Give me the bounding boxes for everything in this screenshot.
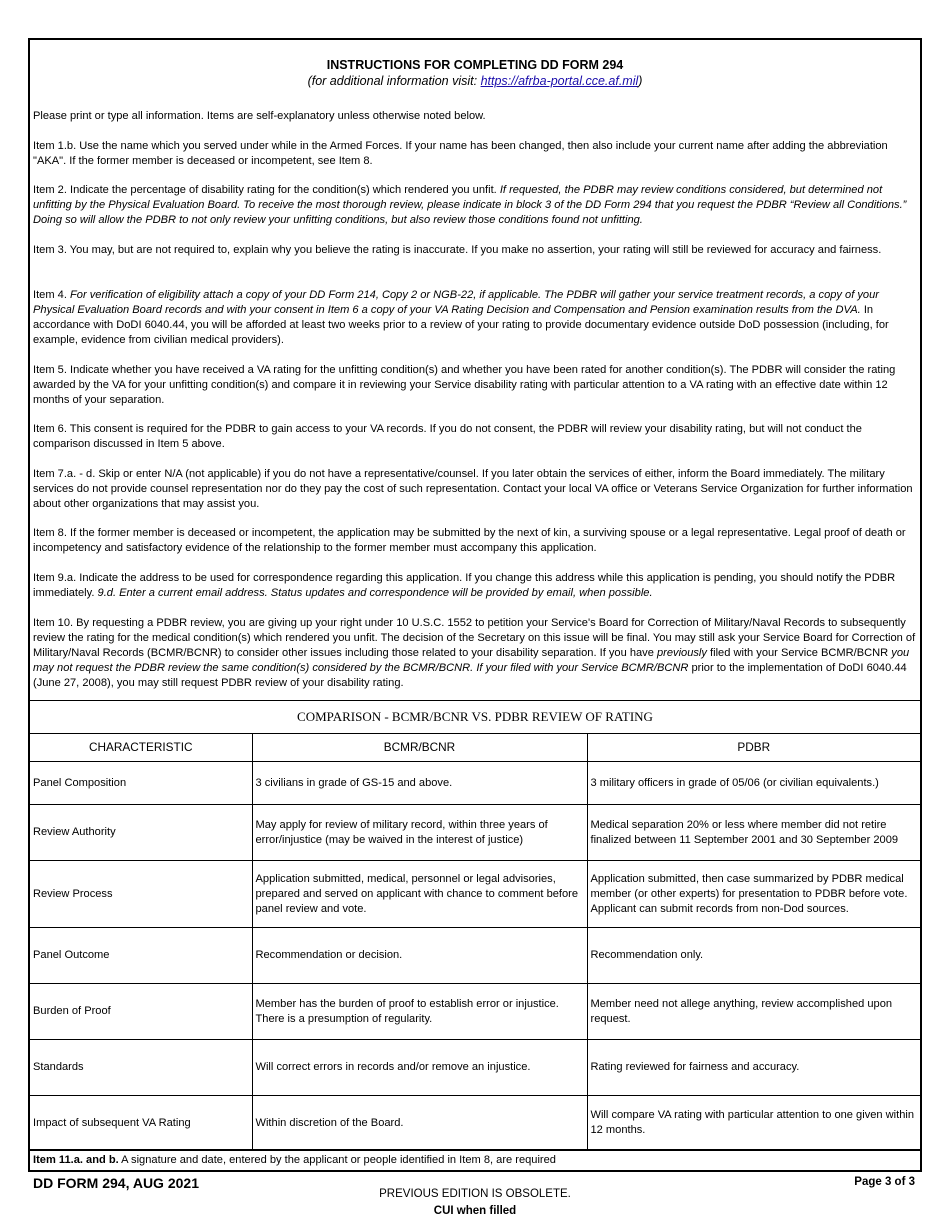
row-bcmr-value: 3 civilians in grade of GS-15 and above. [252, 762, 587, 805]
item-8-paragraph: Item 8. If the former member is deceased or incompetent, the application may be submitted by the next of kin, a surviving spouse or a legal representative. Legal proof of death or incompetency and satisfactory evidence of the relationship to the former member must accompany this application. [33, 527, 906, 554]
item-10-italic-b: previously [657, 647, 707, 659]
item-11-text: A signature and date, entered by the applicant or people identified in Item 8, are required [118, 1154, 556, 1166]
row-characteristic: Panel Composition [30, 762, 252, 805]
table-row [30, 984, 920, 1040]
item-10-italic-d: you may not request the PDBR review the same condition(s) considered by the BCMR/BCNR. If your filed with your Service BCMR/BCNR [33, 647, 910, 674]
item-9-text: Item 9.a. Indicate the address to be used for correspondence regarding this application. If you change this address while this application is pending, you should notify the PDBR immediately. [33, 572, 896, 599]
item-5-paragraph: Item 5. Indicate whether you have received a VA rating for the unfitting condition(s) and whether you have been rated for another condition(s). The PDBR will consider the rating awarded by the VA for your unfitting condition(s) and compare it in reviewing your Service disability rating with particular attention to a VA rating with an effective date within 12 months of your separation. [33, 364, 896, 406]
row-pdbr-value: 3 military officers in grade of 05/06 (or civilian equivalents.) [587, 762, 920, 805]
table-row [30, 928, 920, 984]
column-header-characteristic: CHARACTERISTIC [30, 734, 252, 762]
obsolete-notice: PREVIOUS EDITION IS OBSOLETE. [379, 1188, 571, 1200]
item-4-italic-text: For verification of eligibility attach a copy of your DD Form 214, Copy 2 or NGB-22, if applicable. The PDBR will gather your service treatment records, a copy of your Physical Evaluation Board records and with your consent in Item 6 a copy of your VA Rating Decision and Compensation and Pension examination results from the DVA. [33, 289, 879, 316]
page-subtitle [30, 74, 920, 88]
row-pdbr-value: Member need not allege anything, review accomplished upon request. [587, 984, 920, 1040]
form-frame [28, 38, 922, 1172]
subtitle-prefix: (for additional information visit: [307, 74, 481, 88]
table-row [30, 762, 920, 805]
row-bcmr-value: May apply for review of military record, within three years of error/injustice (may be waived in the interest of justice) [252, 805, 587, 861]
row-pdbr-value: Application submitted, then case summarized by PDBR medical member (or other experts) for presentation to PDBR before vote. Applicant can submit records from non-Dod sources. [587, 861, 920, 928]
row-pdbr-value: Recommendation only. [587, 928, 920, 984]
item-10-text-a: Item 10. By requesting a PDBR review, you are giving up your right under 10 U.S.C. 1552 to petition your Service's Board for Correction of Military/Naval Records to subsequently review the rating for the medical condition(s) which rendered you unfit. The decision of the Secretary on this issue will be final. You may still ask your Service Board for Correction of Military/Naval Records (BCMR/BCNR) to consider other issues including those related to your disability separation. If you have [33, 617, 916, 659]
subtitle-suffix: ) [638, 74, 643, 88]
item-2-paragraph [33, 183, 921, 228]
intro-paragraph: Please print or type all information. Items are self-explanatory unless otherwise noted below. [33, 110, 486, 122]
item-9-italic-text: 9.d. Enter a current email address. Status updates and correspondence will be provided by email, when possible. [97, 587, 653, 599]
column-header-bcmr: BCMR/BCNR [252, 734, 587, 762]
item-10-text-e: prior to the implementation of DoDI 6040.44 (June 27, 2008), you may still request PDBR review of your disability rating. [33, 662, 907, 689]
item-6-paragraph: Item 6. This consent is required for the PDBR to gain access to your VA records. If you do not consent, the PDBR will review your disability rating, but will not conduct the comparison discussed in Item 5 above. [33, 423, 862, 450]
item-11-label: Item 11.a. and b. [33, 1154, 119, 1166]
afrba-portal-link[interactable]: https://afrba-portal.cce.af.mil [480, 74, 639, 88]
item-3-paragraph: Item 3. You may, but are not required to, explain why you believe the rating is inaccurate. If you make no assertion, your rating will still be reviewed for accuracy and fairness. [33, 244, 882, 256]
row-characteristic: Review Authority [30, 805, 252, 861]
table-row [30, 805, 920, 861]
item-10-paragraph [33, 616, 921, 691]
row-pdbr-value: Medical separation 20% or less where member did not retire finalized between 11 September 2001 and 30 September 2009 [587, 805, 920, 861]
row-characteristic: Panel Outcome [30, 928, 252, 984]
table-row [30, 861, 920, 928]
row-bcmr-value: Recommendation or decision. [252, 928, 587, 984]
row-bcmr-value: Within discretion of the Board. [252, 1096, 587, 1151]
item-9-paragraph [33, 571, 921, 601]
row-bcmr-value: Member has the burden of proof to establish error or injustice. There is a presumption of regularity. [252, 984, 587, 1040]
row-characteristic: Standards [30, 1040, 252, 1096]
row-bcmr-value: Will correct errors in records and/or remove an injustice. [252, 1040, 587, 1096]
page-number: Page 3 of 3 [854, 1176, 915, 1188]
table-row [30, 1040, 920, 1096]
cui-marking: CUI when filled [433, 1205, 517, 1217]
comparison-heading: COMPARISON - BCMR/BCNR VS. PDBR REVIEW OF RATING [30, 700, 920, 733]
item-4-paragraph [33, 288, 921, 348]
row-characteristic: Impact of subsequent VA Rating [30, 1096, 252, 1151]
row-bcmr-value: Application submitted, medical, personnel or legal advisories, prepared and served on applicant with chance to comment before panel review and vote. [252, 861, 587, 928]
comparison-table [30, 733, 920, 1151]
column-header-pdbr: PDBR [587, 734, 920, 762]
item-10-text-c: filed with your Service BCMR/BCNR [706, 647, 892, 659]
instructions-section [30, 40, 920, 700]
form-identifier: DD FORM 294, AUG 2021 [33, 1175, 199, 1191]
item-11-note [30, 1149, 920, 1170]
item-2-text: Item 2. Indicate the percentage of disability rating for the condition(s) which rendered you unfit. [33, 184, 500, 196]
row-characteristic: Review Process [30, 861, 252, 928]
item-4-prefix: Item 4. [33, 289, 70, 301]
page-title: INSTRUCTIONS FOR COMPLETING DD FORM 294 [326, 58, 624, 72]
item-2-italic-text: If requested, the PDBR may review conditions considered, but determined not unfitting by the Physical Evaluation Board. To receive the most thorough review, please indicate in block 3 of the DD Form 294 that you request the PDBR “Review all Conditions.” Doing so will allow the PDBR to not only review your unfitting conditions, but also review those conditions found not unfitting. [33, 184, 907, 226]
item-7-paragraph: Item 7.a. - d. Skip or enter N/A (not applicable) if you do not have a representative/counsel. If you later obtain the services of either, inform the Board immediately. The military services do not provide counsel representation nor do they pay the cost of such representation. Contact your local VA office or Veterans Service Organization for further information about other organizations that may assist you. [33, 468, 913, 510]
table-row [30, 1096, 920, 1151]
table-header-row [30, 734, 920, 762]
item-1b-paragraph: Item 1.b. Use the name which you served under while in the Armed Forces. If your name has been changed, then also include your current name after adding the abbreviation "AKA". If the former member is deceased or incompetent, see Item 8. [33, 140, 888, 167]
item-4-text: In accordance with DoDI 6040.44, you will be afforded at least two weeks prior to a review of your rating to provide documentary evidence outside DoD possession (including, for example, evidence from civilian medical providers). [33, 304, 889, 346]
row-characteristic: Burden of Proof [30, 984, 252, 1040]
row-pdbr-value: Will compare VA rating with particular attention to one given within 12 months. [587, 1096, 920, 1151]
row-pdbr-value: Rating reviewed for fairness and accuracy. [587, 1040, 920, 1096]
